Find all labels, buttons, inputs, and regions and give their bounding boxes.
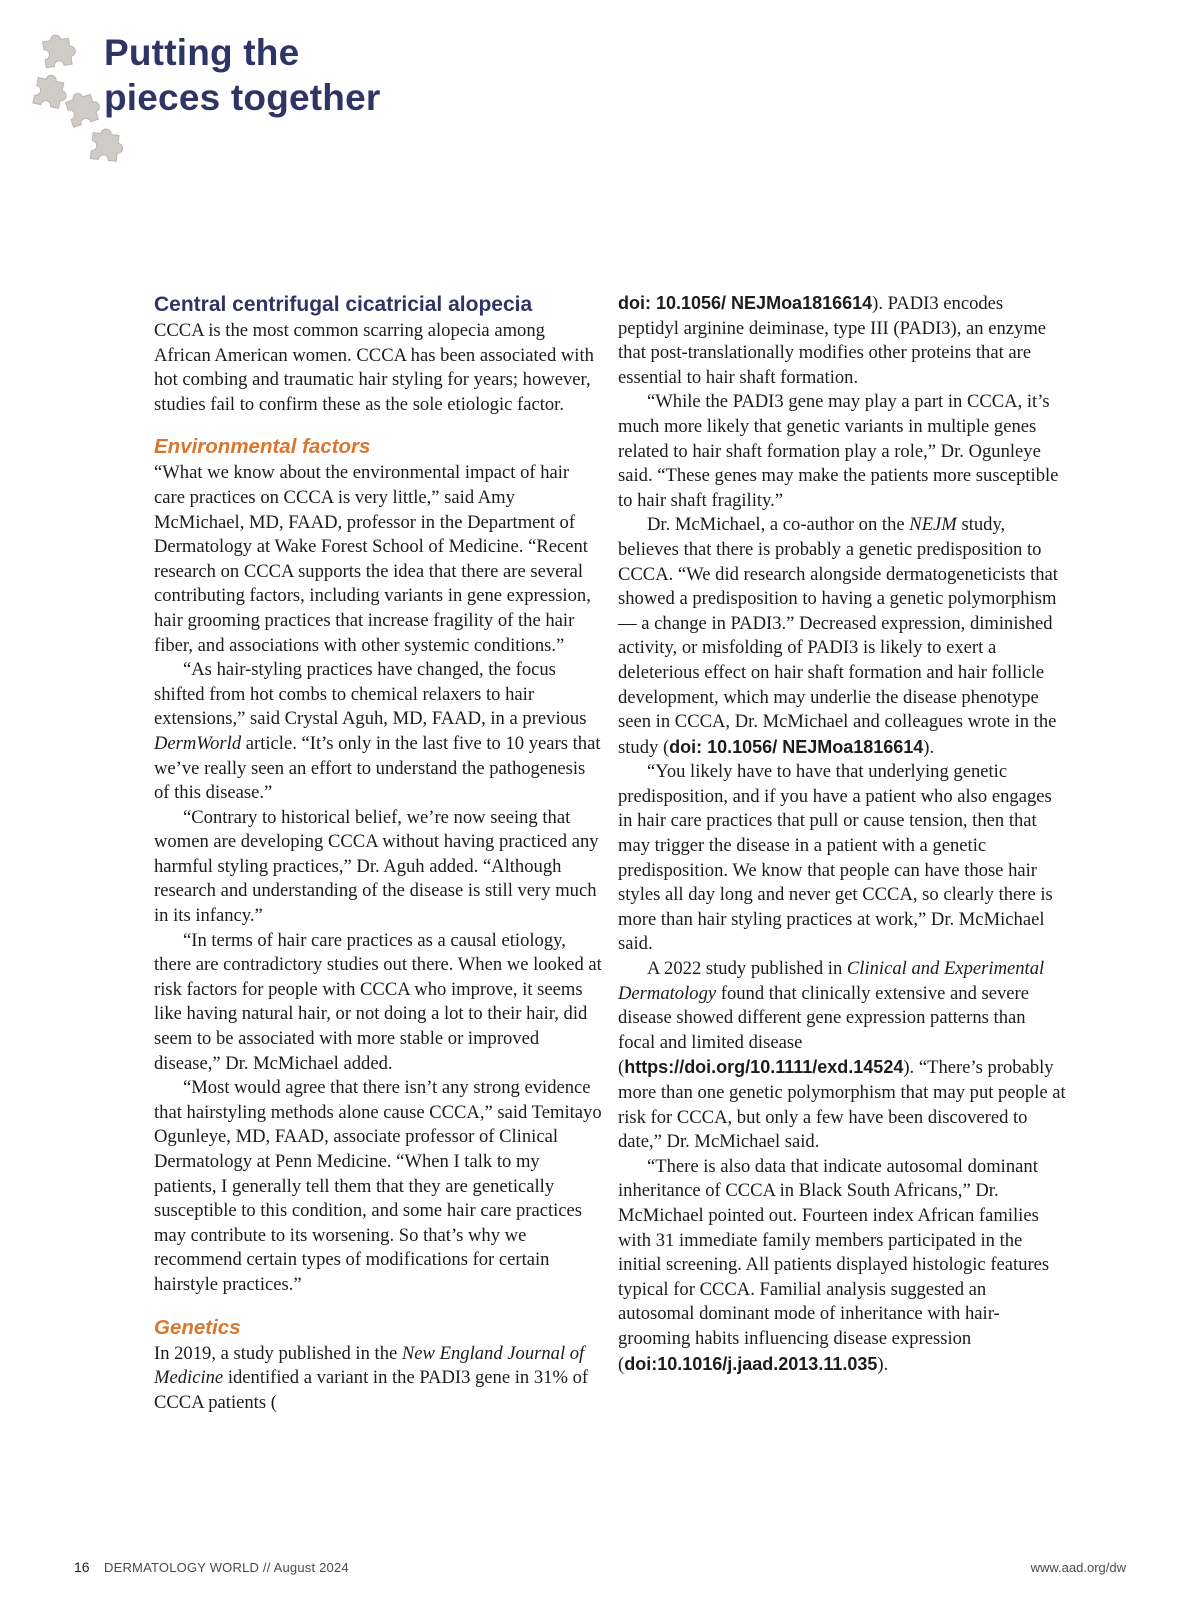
text-run: ). [923,736,935,758]
title-line-2: pieces together [104,77,381,118]
text-run: ). PADI3 encodes peptidyl arginine deiminase, type III (PADI3), an enzyme that post-translationally modifies other proteins that are essential to hair shaft formation. [618,293,1047,388]
text-run: “There is also data that indicate autosomal dominant inheritance of CCCA in Black South Africans,” Dr. McMichael pointed out. Fourteen index African families with 31 immediate family members participated in the initial screening. All patients displayed histologic features typical for CCCA. Familial analysis suggested an autosomal dominant mode of inheritance with hair-grooming habits influencing disease expression ( [618,1155,1050,1375]
page-number: 16 [74,1559,90,1575]
text-run: ). [877,1353,889,1375]
doi-link[interactable]: doi:10.1016/j.jaad.2013.11.035 [624,1353,878,1374]
genetics-heading: Genetics [154,1315,241,1339]
environmental-paragraph-3: “Contrary to historical belief, we’re now seeing that women are developing CCCA without having practiced any harmful styling practices,” Dr. Aguh added. “Although research and understanding of the disease is still very much in its infancy.” [154,806,599,927]
doi-link[interactable]: doi: 10.1056/ NEJMoa1816614 [618,293,873,313]
environmental-factors-heading: Environmental factors [154,435,371,459]
article-column-left [154,291,602,1415]
article-column-right [618,291,1066,1377]
environmental-paragraph-2 [154,658,602,806]
intro-paragraph: CCCA is the most common scarring alopecia among African American women. CCCA has been associated with hot combing and traumatic hair styling for years; however, studies fail to confirm these as the sole etiologic factor. [154,320,594,415]
text-run: found that clinically extensive and severe disease showed different gene expression patterns than focal and limited disease ( [618,982,1030,1079]
text-run: In 2019, a study published in the [154,1342,402,1364]
genetics-paragraph-1-start [154,1342,602,1416]
text-run: “As hair-styling practices have changed, the focus shifted from hot combs to chemical relaxers to hair extensions,” said Crystal Aguh, MD, FAAD, in a previous [154,659,587,730]
journal-name: New England Journal of Medicine [154,1342,585,1389]
text-run: ). “There’s probably more than one genetic polymorphism that may put people at risk for CCCA, but only a few have been discovered to date,” Dr. McMichael said. [618,1057,1066,1153]
text-run: Dr. McMichael, a co-author on the [647,514,910,536]
page-footer [74,1559,1126,1579]
journal-name: Clinical and Experimental Dermatology [618,958,1045,1004]
doi-link[interactable]: doi: 10.1056/ NEJMoa1816614 [669,736,924,757]
title-line-1: Putting the [104,32,300,73]
text-run: article. “It’s only in the last five to 10 years that we’ve really seen an effort to understand the pathogenesis of this disease.” [154,732,601,804]
genetics-paragraph-4: “You likely have to have that underlying genetic predisposition, and if you have a patient who also engages in hair care practices that pull or cause tension, then that may trigger the disease in a patient with a genetic predisposition. We know that people can have those hair styles all day long and never get CCCA, so clearly there is more than hair styling practices at work,” Dr. McMichael said. [618,761,1053,955]
text-run: study, believes that there is probably a genetic predisposition to CCCA. “We did research alongside dermatogeneticists that showed a predisposition to having a genetic polymorphism — a change in PADI3.” Decreased expression, diminished activity, or misfolding of PADI3 is likely to exert a deleterious effect on hair shaft formation and hair follicle development, which may underlie the disease phenotype seen in CCCA, Dr. McMichael and colleagues wrote in the study ( [618,514,1058,758]
genetics-paragraph-6 [618,1155,1066,1377]
page-title [104,30,380,120]
genetics-paragraph-3 [618,513,1066,760]
environmental-paragraph-1: “What we know about the environmental impact of hair care practices on CCCA is very little,” said Amy McMichael, MD, FAAD, professor in the Department of Dermatology at Wake Forest School of Medicine. “Recent research on CCCA supports the idea that there are several contributing factors, including variants in gene expression, hair grooming practices that increase fragility of the hair fiber, and associations with other systemic conditions.” [154,462,591,656]
publication-line: DERMATOLOGY WORLD // August 2024 [104,1560,349,1575]
publication-name: DermWorld [154,732,242,754]
environmental-paragraph-5: “Most would agree that there isn’t any strong evidence that hairstyling methods alone cause CCCA,” said Temitayo Ogunleye, MD, FAAD, associate professor of Clinical Dermatology at Penn Medicine. “When I talk to my patients, I generally tell them that they are genetically susceptible to this condition, and some hair care practices may contribute to its worsening. So that’s why we recommend certain types of modifications for certain hairstyle practices.” [154,1077,602,1295]
text-run: A 2022 study published in [647,958,847,980]
genetics-paragraph-2: “While the PADI3 gene may play a part in CCCA, it’s much more likely that genetic variants in multiple genes related to hair shaft formation play a role,” Dr. Ogunleye said. “These genes may make the patients more susceptible to hair shaft fragility.” [618,391,1059,511]
doi-link[interactable]: https://doi.org/10.1111/exd.14524 [624,1057,904,1078]
genetics-paragraph-1-end [618,291,1066,390]
journal-name: NEJM [909,514,957,536]
website-link[interactable]: www.aad.org/dw [1030,1560,1126,1575]
genetics-paragraph-5 [618,957,1066,1155]
environmental-paragraph-4: “In terms of hair care practices as a causal etiology, there are contradictory studies out there. When we looked at risk factors for people with CCCA who improve, it seems like having natural hair, or not doing a lot to their hair, did seem to be associated with more stable or improved disease,” Dr. McMichael added. [154,929,602,1074]
section-heading: Central centrifugal cicatricial alopecia [154,293,533,316]
text-run: identified a variant in the PADI3 gene in 31% of CCCA patients ( [154,1367,589,1413]
